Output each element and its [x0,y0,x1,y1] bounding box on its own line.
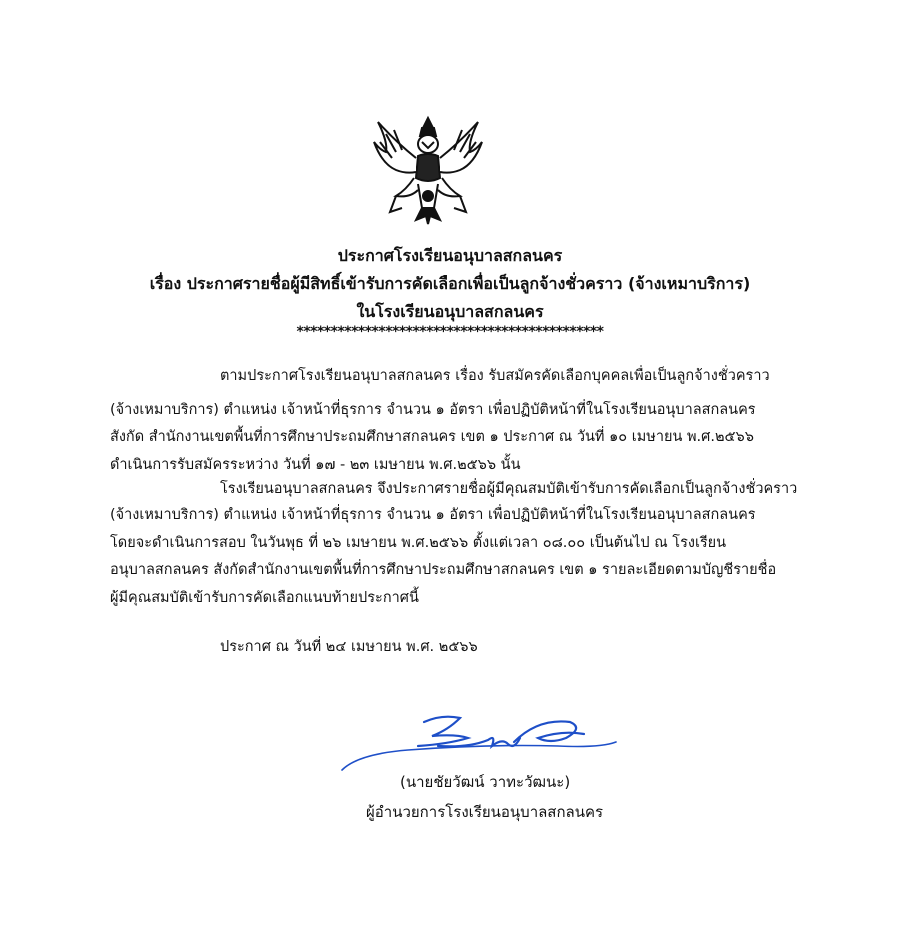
garuda-emblem-icon [366,112,490,230]
paragraph-2-line: อนุบาลสกลนคร สังกัดสำนักงานเขตพื้นที่การศึกษาประถมศึกษาสกลนคร เขต ๑ รายละเอียดตามบัญชีรายชื่อ [110,562,777,578]
paragraph-2-line: (จ้างเหมาบริการ) ตำแหน่ง เจ้าหน้าที่ธุรการ จำนวน ๑ อัตรา เพื่อปฏิบัติหน้าที่ในโรงเรียนอนุบาลสกลนคร [110,507,756,523]
announcement-date: ประกาศ ณ วันที่ ๒๔ เมษายน พ.ศ. ๒๕๖๖ [220,639,478,655]
paragraph-2-line: โดยจะดำเนินการสอบ ในวันพุธ ที่ ๒๖ เมษายน พ.ศ.๒๕๖๖ ตั้งแต่เวลา ๐๘.๐๐ เป็นต้นไป ณ โรงเรียน [110,535,727,551]
paragraph-1-line: ดำเนินการรับสมัครระหว่าง วันที่ ๑๗ - ๒๓ เมษายน พ.ศ.๒๕๖๖ นั้น [110,457,521,473]
signatory-name: (นายชัยวัฒน์ วาทะวัฒนะ) [400,773,571,791]
separator-stars: ********************************************* [296,324,604,340]
announcement-subject: เรื่อง ประกาศรายชื่อผู้มีสิทธิ์เข้ารับการคัดเลือกเพื่อเป็นลูกจ้างชั่วคราว (จ้างเหมาบริการ) [149,274,751,293]
announcement-location: ในโรงเรียนอนุบาลสกลนคร [356,302,544,321]
paragraph-1-line: (จ้างเหมาบริการ) ตำแหน่ง เจ้าหน้าที่ธุรการ จำนวน ๑ อัตรา เพื่อปฏิบัติหน้าที่ในโรงเรียนอนุบาลสกลนคร [110,402,756,418]
paragraph-1-line: สังกัด สำนักงานเขตพื้นที่การศึกษาประถมศึกษาสกลนคร เขต ๑ ประกาศ ณ วันที่ ๑๐ เมษายน พ.ศ.๒๕๖๖ [110,429,754,445]
paragraph-2-line: ผู้มีคุณสมบัติเข้ารับการคัดเลือกแนบท้ายประกาศนี้ [110,590,419,606]
paragraph-1-line: ตามประกาศโรงเรียนอนุบาลสกลนคร เรื่อง รับสมัครคัดเลือกบุคคลเพื่อเป็นลูกจ้างชั่วคราว [220,368,770,384]
paragraph-2-line: โรงเรียนอนุบาลสกลนคร จึงประกาศรายชื่อผู้มีคุณสมบัติเข้ารับการคัดเลือกเป็นลูกจ้างชั่วคราว [220,481,798,497]
signatory-title: ผู้อำนวยการโรงเรียนอนุบาลสกลนคร [366,803,604,821]
announcement-title: ประกาศโรงเรียนอนุบาลสกลนคร [337,246,563,265]
